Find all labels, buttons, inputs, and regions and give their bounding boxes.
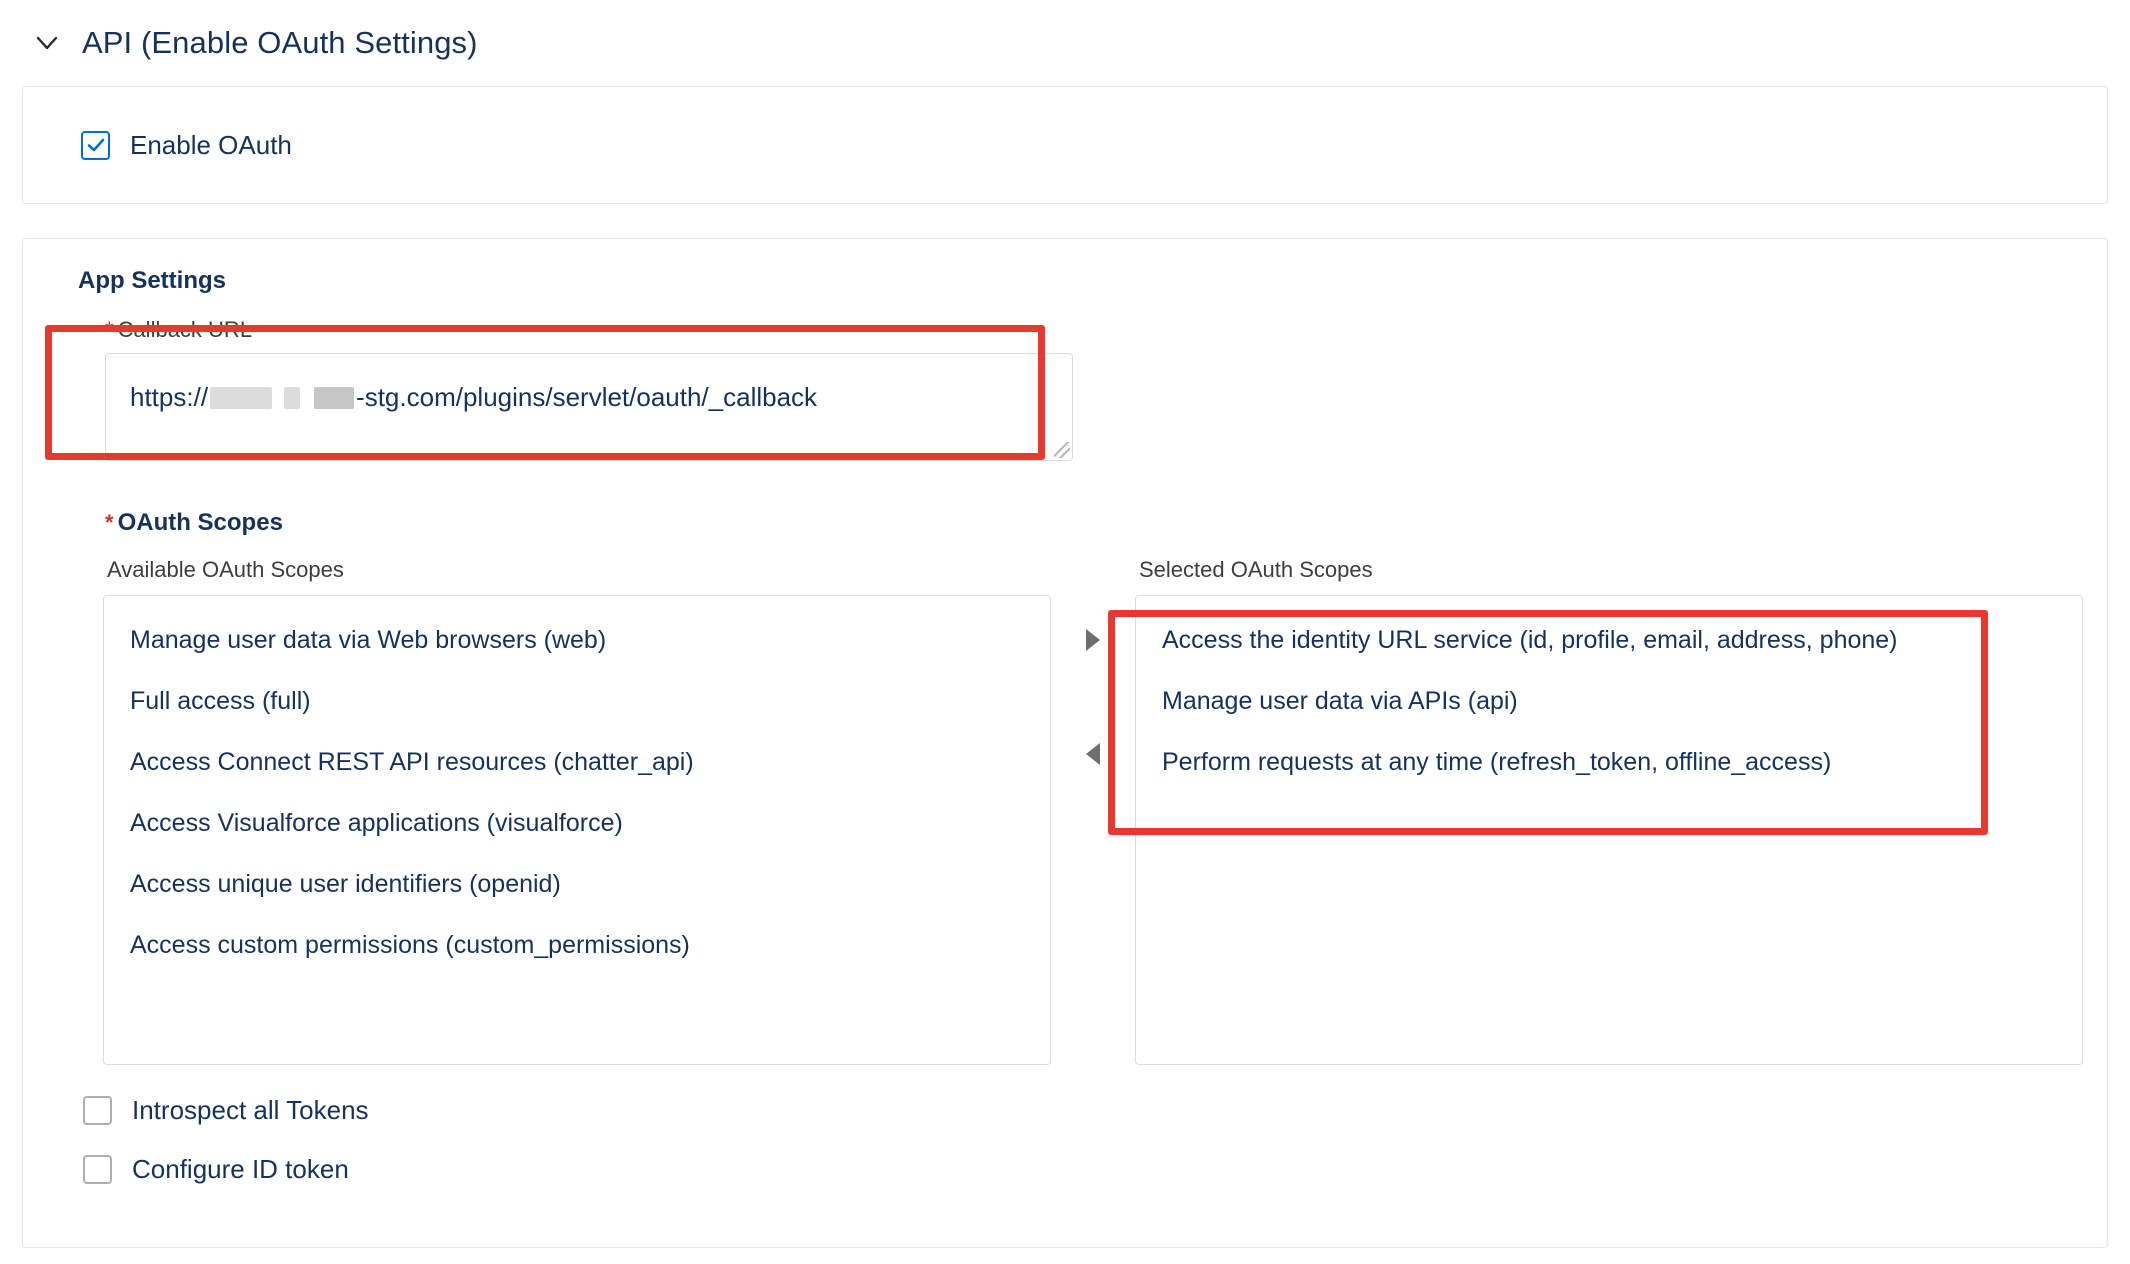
app-settings-panel: [22, 238, 2108, 1248]
oauth-scopes-dual-listbox: [103, 557, 2107, 1065]
selected-scopes-caption: Selected OAuth Scopes: [1139, 557, 1373, 582]
configure-id-token-row[interactable]: [83, 1154, 2107, 1185]
available-scopes-listbox[interactable]: [103, 595, 1051, 1065]
redacted-host-part-2: [284, 387, 300, 409]
oauth-scopes-label-text: OAuth Scopes: [117, 509, 283, 536]
redacted-host-part-1: [210, 387, 272, 409]
dual-list-arrows: [1051, 557, 1135, 767]
callback-url-label: [105, 317, 2107, 343]
enable-oauth-row[interactable]: [81, 130, 292, 161]
list-item[interactable]: Access custom permissions (custom_permissions): [130, 931, 690, 959]
introspect-all-tokens-checkbox[interactable]: [83, 1096, 112, 1125]
configure-id-token-checkbox[interactable]: [83, 1155, 112, 1184]
enable-oauth-checkbox[interactable]: [81, 131, 110, 160]
configure-id-token-label: Configure ID token: [132, 1154, 349, 1184]
redacted-host-part-3: [314, 387, 354, 409]
triangle-left-icon[interactable]: [1082, 741, 1104, 767]
page-title: API (Enable OAuth Settings): [82, 25, 478, 60]
triangle-right-icon[interactable]: [1082, 627, 1104, 653]
callback-url-label-text: Callback URL: [117, 317, 253, 342]
list-item[interactable]: Access the identity URL service (id, profile, email, address, phone): [1162, 626, 1898, 654]
callback-url-value: [130, 382, 817, 413]
callback-url-suffix: -stg.com/plugins/servlet/oauth/_callback: [356, 382, 818, 412]
enable-oauth-label: Enable OAuth: [130, 129, 292, 160]
callback-url-field-wrap: [105, 353, 1073, 461]
oauth-scopes-label: [105, 509, 2107, 537]
app-settings-title: App Settings: [78, 267, 226, 294]
list-item[interactable]: Access unique user identifiers (openid): [130, 870, 561, 898]
list-item[interactable]: Full access (full): [130, 687, 311, 715]
selected-scopes-listbox[interactable]: [1135, 595, 2083, 1065]
section-header[interactable]: [22, 0, 2108, 86]
textarea-resize-handle[interactable]: [1054, 442, 1070, 458]
list-item[interactable]: Access Visualforce applications (visualforce): [130, 809, 623, 837]
list-item[interactable]: Manage user data via APIs (api): [1162, 687, 1518, 715]
required-marker: *: [105, 317, 114, 342]
selected-scopes-column: [1135, 557, 2083, 1065]
available-scopes-caption: Available OAuth Scopes: [107, 557, 344, 582]
enable-oauth-panel: [22, 86, 2108, 204]
additional-options: [83, 1095, 2107, 1185]
available-scopes-column: [103, 557, 1051, 1065]
introspect-all-tokens-row[interactable]: [83, 1095, 2107, 1126]
list-item[interactable]: Perform requests at any time (refresh_token, offline_access): [1162, 748, 1832, 776]
list-item[interactable]: Access Connect REST API resources (chatter_api): [130, 748, 694, 776]
chevron-down-icon[interactable]: [30, 26, 64, 60]
required-marker-scopes: *: [105, 510, 114, 535]
callback-url-prefix: https://: [130, 382, 209, 412]
list-item[interactable]: Manage user data via Web browsers (web): [130, 626, 607, 654]
introspect-all-tokens-label: Introspect all Tokens: [132, 1095, 369, 1125]
callback-url-input[interactable]: [105, 353, 1073, 461]
